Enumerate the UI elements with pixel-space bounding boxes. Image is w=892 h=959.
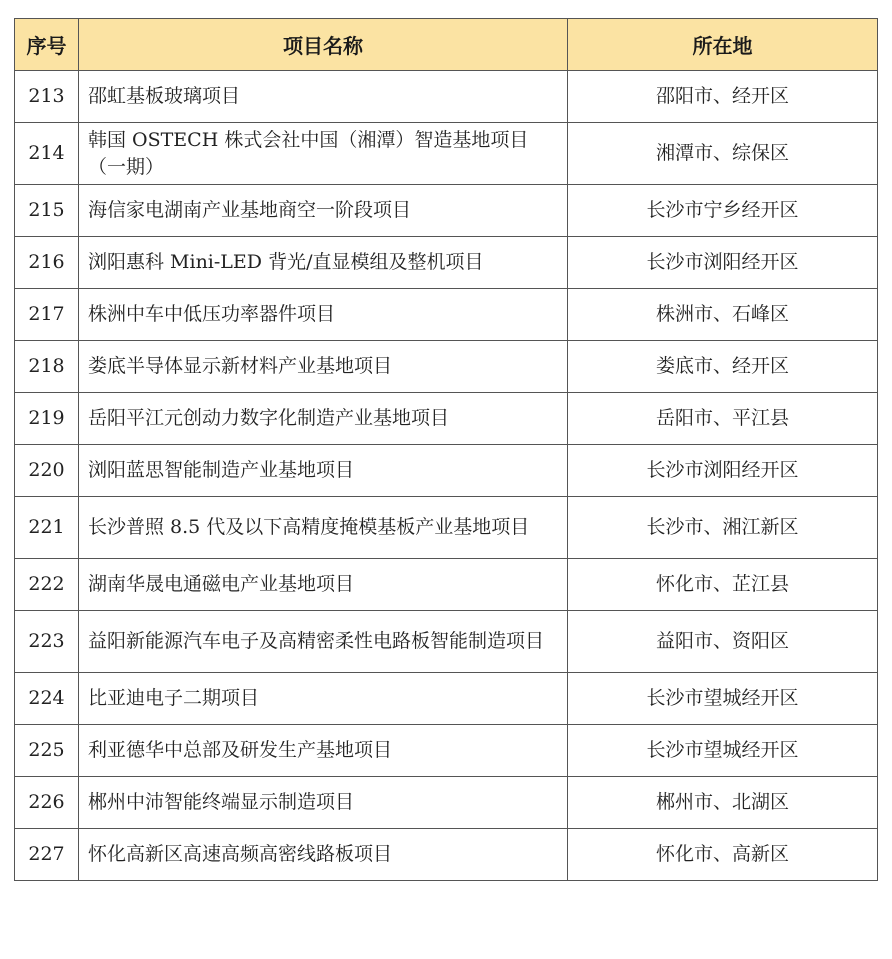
row-no: 220 (15, 445, 79, 497)
row-name: 湖南华晟电通磁电产业基地项目 (79, 559, 568, 611)
row-location: 郴州市、北湖区 (568, 777, 878, 829)
row-name: 岳阳平江元创动力数字化制造产业基地项目 (79, 393, 568, 445)
row-no: 217 (15, 289, 79, 341)
row-name: 海信家电湖南产业基地商空一阶段项目 (79, 185, 568, 237)
row-location: 长沙市浏阳经开区 (568, 237, 878, 289)
row-name: 比亚迪电子二期项目 (79, 673, 568, 725)
row-location: 岳阳市、平江县 (568, 393, 878, 445)
row-no: 222 (15, 559, 79, 611)
projects-table (14, 18, 878, 881)
row-location: 益阳市、资阳区 (568, 611, 878, 673)
row-no: 223 (15, 611, 79, 673)
row-location: 湘潭市、综保区 (568, 123, 878, 185)
row-location: 长沙市、湘江新区 (568, 497, 878, 559)
row-no: 215 (15, 185, 79, 237)
row-location: 怀化市、高新区 (568, 829, 878, 881)
row-name: 利亚德华中总部及研发生产基地项目 (79, 725, 568, 777)
row-name: 株洲中车中低压功率器件项目 (79, 289, 568, 341)
row-no: 227 (15, 829, 79, 881)
table-row (15, 611, 878, 673)
table-header-row (15, 19, 878, 71)
row-name: 益阳新能源汽车电子及高精密柔性电路板智能制造项目 (79, 611, 568, 673)
row-no: 218 (15, 341, 79, 393)
row-location: 怀化市、芷江县 (568, 559, 878, 611)
row-no: 213 (15, 71, 79, 123)
table-row (15, 393, 878, 445)
table-row (15, 725, 878, 777)
header-no: 序号 (15, 19, 79, 71)
row-location: 株洲市、石峰区 (568, 289, 878, 341)
row-name: 韩国 OSTECH 株式会社中国（湘潭）智造基地项目（一期） (79, 123, 568, 185)
row-no: 225 (15, 725, 79, 777)
row-name: 浏阳惠科 Mini-LED 背光/直显模组及整机项目 (79, 237, 568, 289)
row-name: 邵虹基板玻璃项目 (79, 71, 568, 123)
row-name: 郴州中沛智能终端显示制造项目 (79, 777, 568, 829)
table-row (15, 123, 878, 185)
row-location: 娄底市、经开区 (568, 341, 878, 393)
row-location: 邵阳市、经开区 (568, 71, 878, 123)
table-row (15, 829, 878, 881)
row-name: 怀化高新区高速高频高密线路板项目 (79, 829, 568, 881)
row-name: 娄底半导体显示新材料产业基地项目 (79, 341, 568, 393)
table-row (15, 71, 878, 123)
table-row (15, 673, 878, 725)
row-no: 226 (15, 777, 79, 829)
row-no: 216 (15, 237, 79, 289)
table-row (15, 185, 878, 237)
row-no: 221 (15, 497, 79, 559)
table-row (15, 237, 878, 289)
row-location: 长沙市浏阳经开区 (568, 445, 878, 497)
row-name: 长沙普照 8.5 代及以下高精度掩模基板产业基地项目 (79, 497, 568, 559)
row-location: 长沙市宁乡经开区 (568, 185, 878, 237)
row-location: 长沙市望城经开区 (568, 673, 878, 725)
table-row (15, 559, 878, 611)
header-name: 项目名称 (79, 19, 568, 71)
row-no: 214 (15, 123, 79, 185)
header-location: 所在地 (568, 19, 878, 71)
table-row (15, 777, 878, 829)
row-no: 219 (15, 393, 79, 445)
table-row (15, 289, 878, 341)
row-location: 长沙市望城经开区 (568, 725, 878, 777)
row-no: 224 (15, 673, 79, 725)
table-row (15, 497, 878, 559)
table-row (15, 341, 878, 393)
row-name: 浏阳蓝思智能制造产业基地项目 (79, 445, 568, 497)
table-row (15, 445, 878, 497)
